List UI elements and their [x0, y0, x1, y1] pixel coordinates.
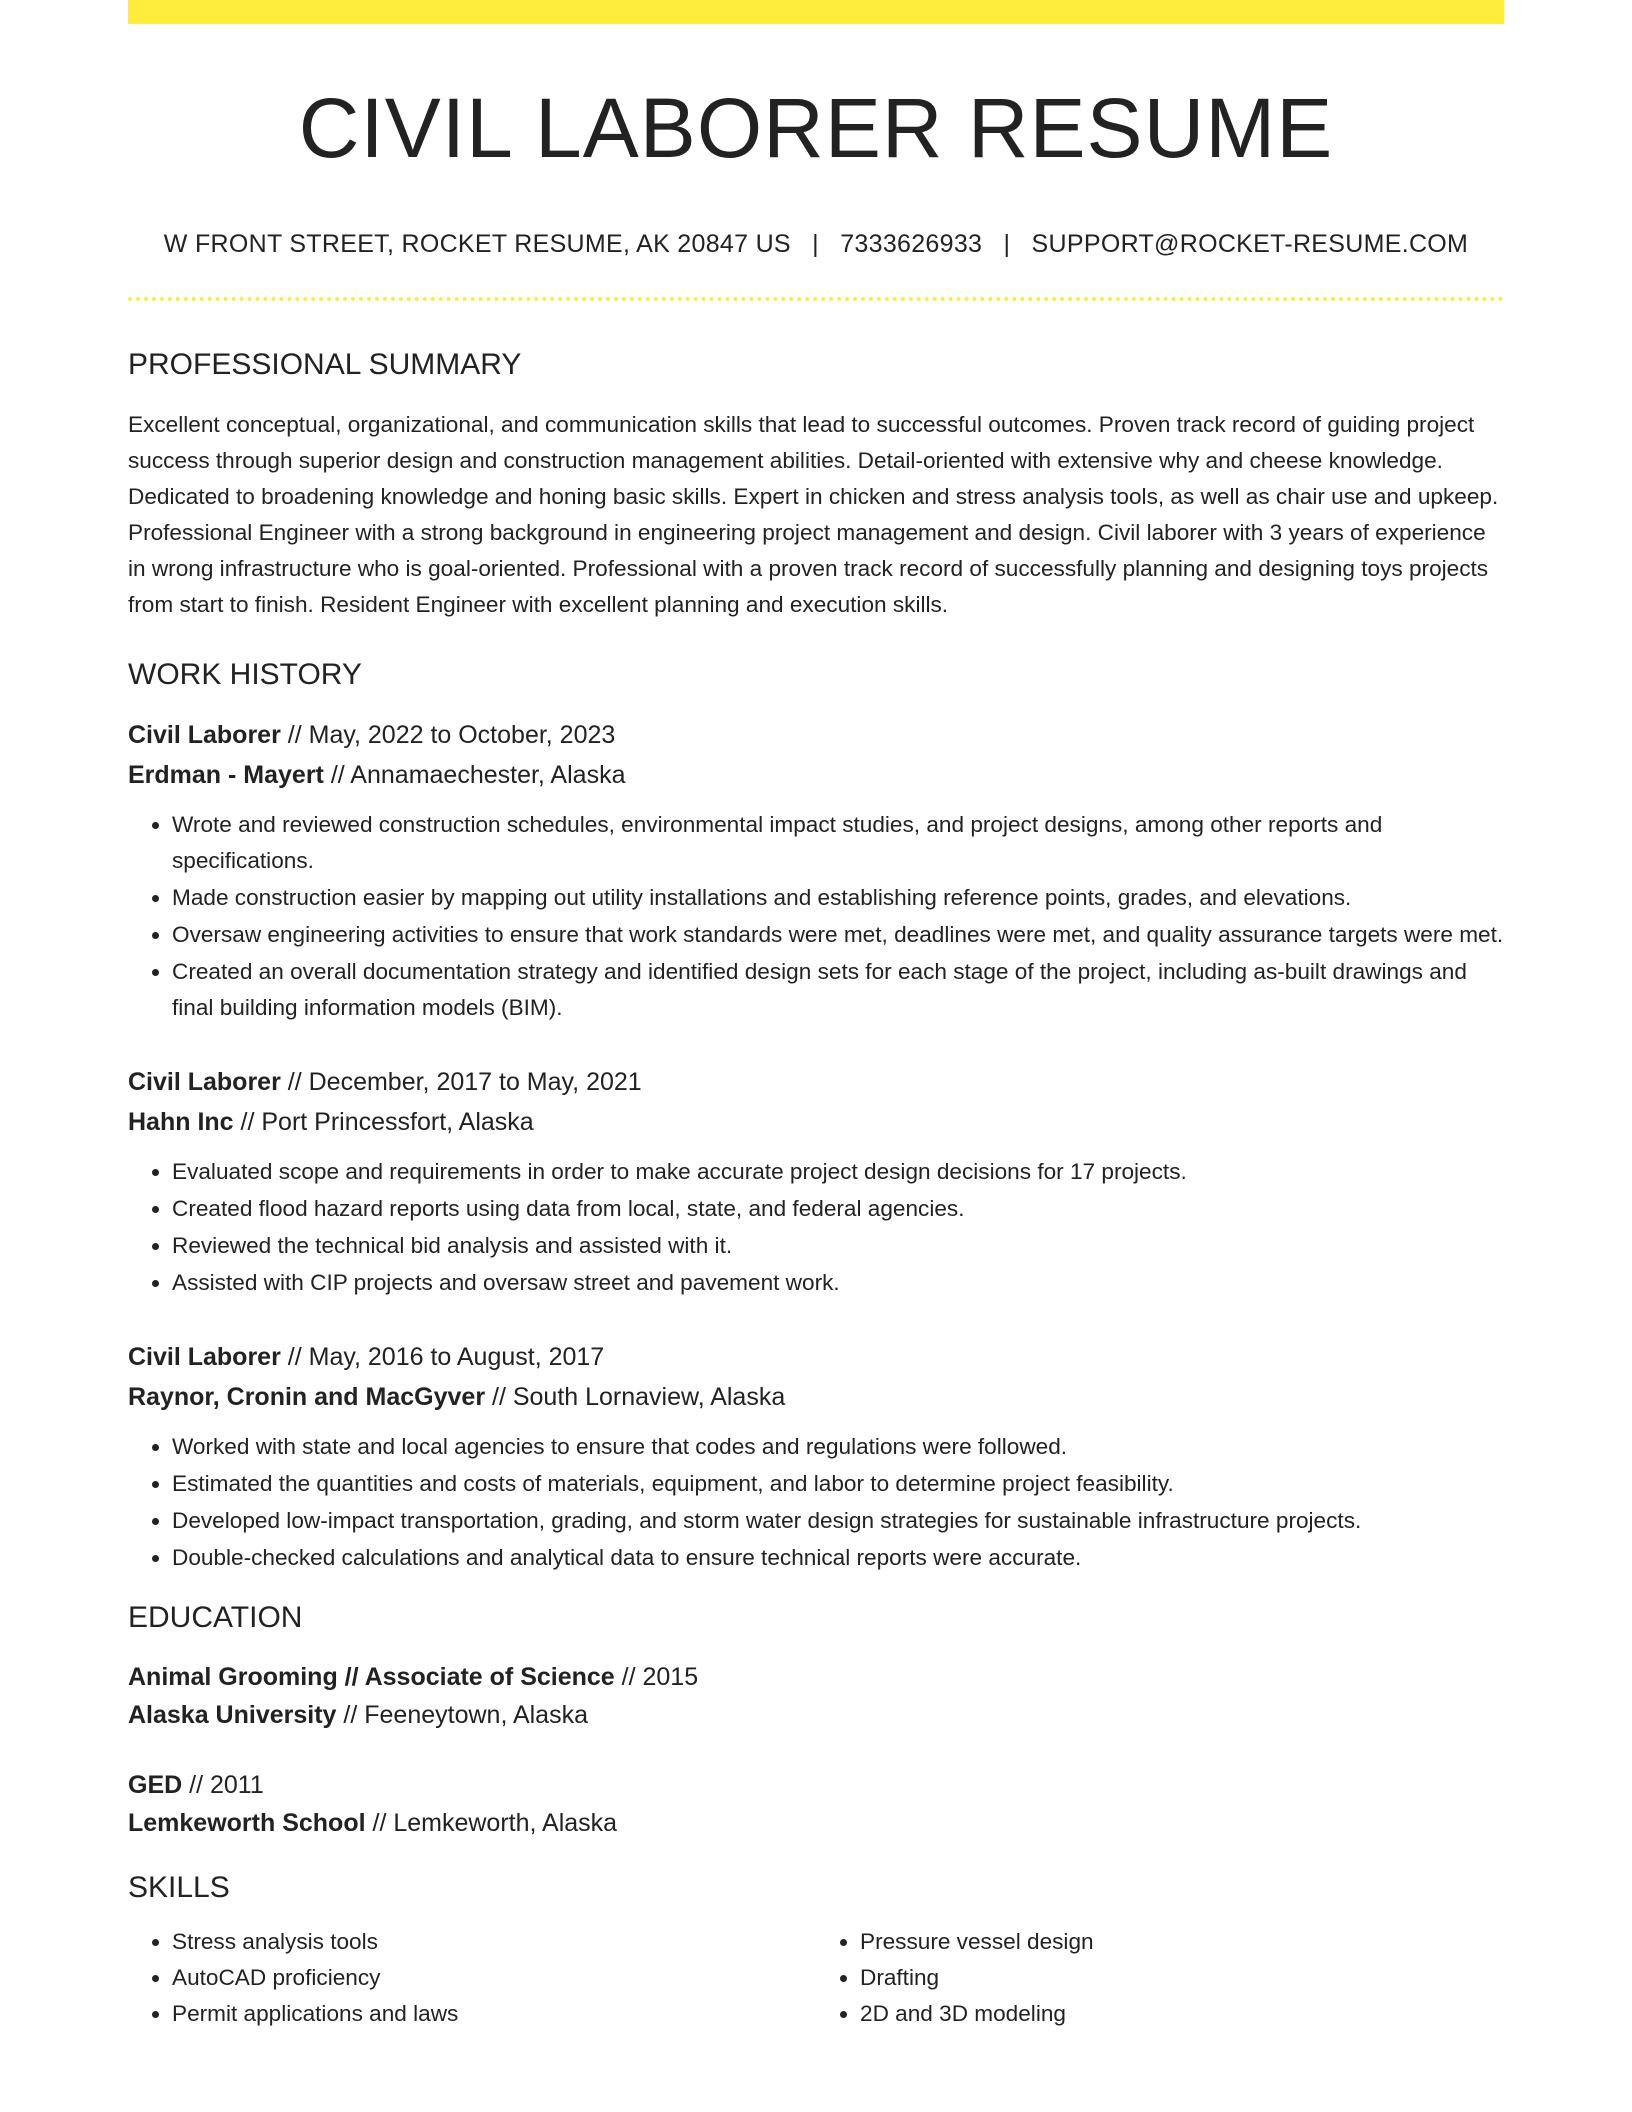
job-bullet: • Assisted with CIP projects and oversaw street and pavement work.: [172, 1265, 1504, 1301]
skill-item: • Stress analysis tools: [172, 1924, 816, 1960]
education-entry: [128, 1766, 1504, 1842]
skill-item: • 2D and 3D modeling: [860, 1996, 1504, 2032]
education-degree-line: [128, 1658, 1504, 1696]
education-heading: EDUCATION: [128, 1601, 303, 1635]
job-bullet: • Estimated the quantities and costs of materials, equipment, and labor to determine project feasibility.: [172, 1466, 1504, 1502]
job-bullets: [128, 1154, 1504, 1301]
education-degree: GED: [128, 1771, 183, 1800]
job-location: // Port Princessfort, Alaska: [240, 1108, 534, 1137]
education-school-line: [128, 1804, 1504, 1842]
contact-separator: |: [812, 230, 819, 259]
education-school: Alaska University: [128, 1701, 337, 1730]
contact-email: SUPPORT@ROCKET-RESUME.COM: [1031, 230, 1469, 259]
job-company-line: [128, 1102, 1504, 1142]
job-role: Civil Laborer: [128, 1068, 281, 1097]
job-bullet: • Worked with state and local agencies to ensure that codes and regulations were followed.: [172, 1429, 1504, 1465]
job-bullet: • Developed low-impact transportation, grading, and storm water design strategies for sustainable infrastructure projects.: [172, 1503, 1504, 1539]
skills-list-left: [128, 1924, 816, 2032]
education-school-line: [128, 1696, 1504, 1734]
contact-line: [128, 230, 1504, 259]
job-role: Civil Laborer: [128, 1343, 281, 1372]
job-bullet: • Oversaw engineering activities to ensure that work standards were met, deadlines were met, and quality assurance targets were met.: [172, 917, 1504, 953]
job-entry: [128, 715, 1504, 1026]
job-location: // South Lornaview, Alaska: [492, 1383, 786, 1412]
job-dates: // December, 2017 to May, 2021: [287, 1068, 642, 1097]
job-bullets: [128, 1429, 1504, 1576]
summary-text: Excellent conceptual, organizational, and communication skills that lead to successful outcomes. Proven track record of guiding project success through superior design and construction management abilities. Detail-oriented with extensive why and cheese knowledge. Dedicated to broadening knowledge and honing basic skills. Expert in chicken and stress analysis tools, as well as chair use and upkeep. Professional Engineer with a strong background in engineering project management and design. Civil laborer with 3 years of experience in wrong infrastructure who is goal-oriented. Professional with a proven track record of successfully planning and designing toys projects from start to finish. Resident Engineer with excellent planning and execution skills.: [128, 412, 1499, 618]
job-bullet: • Created flood hazard reports using data from local, state, and federal agencies.: [172, 1191, 1504, 1227]
resume-title: CIVIL LABORER RESUME: [298, 81, 1334, 175]
job-bullet: • Double-checked calculations and analytical data to ensure technical reports were accurate.: [172, 1540, 1504, 1576]
job-dates: // May, 2016 to August, 2017: [287, 1343, 605, 1372]
top-accent-bar: [128, 0, 1504, 24]
job-bullet: • Wrote and reviewed construction schedules, environmental impact studies, and project designs, among other reports and specifications.: [172, 807, 1504, 879]
job-company-line: [128, 755, 1504, 795]
education-school: Lemkeworth School: [128, 1809, 366, 1838]
job-bullet: • Made construction easier by mapping out utility installations and establishing reference points, grades, and elevations.: [172, 880, 1504, 916]
skill-item: • Pressure vessel design: [860, 1924, 1504, 1960]
job-bullets: [128, 807, 1504, 1026]
job-role-line: [128, 1062, 1504, 1102]
skill-item: • Permit applications and laws: [172, 1996, 816, 2032]
job-bullet: • Created an overall documentation strategy and identified design sets for each stage of the project, including as-built drawings and final building information models (BIM).: [172, 954, 1504, 1026]
resume-page: [128, 0, 1504, 2032]
job-bullet: • Evaluated scope and requirements in order to make accurate project design decisions for 17 projects.: [172, 1154, 1504, 1190]
education-degree: Animal Grooming // Associate of Science: [128, 1663, 615, 1692]
job-bullet: • Reviewed the technical bid analysis and assisted with it.: [172, 1228, 1504, 1264]
job-company: Hahn Inc: [128, 1108, 234, 1137]
contact-separator: |: [1003, 230, 1011, 259]
job-role-line: [128, 715, 1504, 755]
job-entry: [128, 1337, 1504, 1576]
skill-item: • AutoCAD proficiency: [172, 1960, 816, 1996]
job-role-line: [128, 1337, 1504, 1377]
summary-heading: PROFESSIONAL SUMMARY: [128, 348, 522, 382]
job-company: Raynor, Cronin and MacGyver: [128, 1383, 486, 1412]
education-entry: [128, 1658, 1504, 1734]
job-dates: // May, 2022 to October, 2023: [287, 721, 616, 750]
contact-address: W FRONT STREET, ROCKET RESUME, AK 20847 US: [163, 230, 791, 259]
work-history-heading: WORK HISTORY: [128, 658, 362, 692]
education-year: // 2011: [189, 1771, 264, 1800]
education-location: // Lemkeworth, Alaska: [372, 1809, 618, 1838]
job-location: // Annamaechester, Alaska: [330, 761, 626, 790]
job-company-line: [128, 1377, 1504, 1417]
skills-columns: [128, 1924, 1504, 2032]
job-company: Erdman - Mayert: [128, 761, 324, 790]
skills-list-right: [816, 1924, 1504, 2032]
education-degree-line: [128, 1766, 1504, 1804]
skill-item: • Drafting: [860, 1960, 1504, 1996]
job-role: Civil Laborer: [128, 721, 281, 750]
dotted-divider: [128, 297, 1504, 301]
job-entry: [128, 1062, 1504, 1301]
contact-phone: 7333626933: [840, 230, 983, 259]
skills-heading: SKILLS: [128, 1871, 230, 1905]
education-year: // 2015: [621, 1663, 699, 1692]
education-location: // Feeneytown, Alaska: [343, 1701, 588, 1730]
